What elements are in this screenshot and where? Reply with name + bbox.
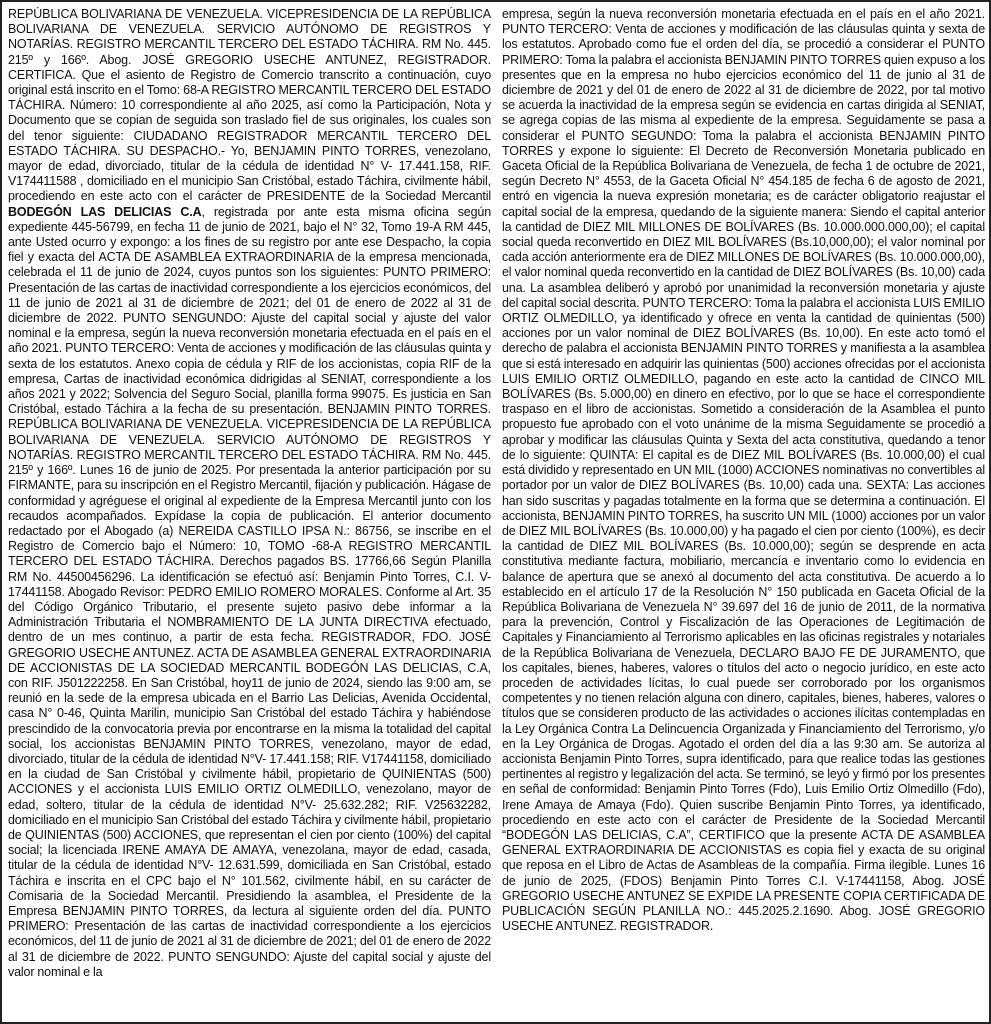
company-name-bold: BODEGÓN LAS DELICIAS C.A [8,204,202,219]
notice-columns [8,7,985,1019]
left-column [8,7,491,1019]
left-column-text [8,7,491,980]
right-column-text: empresa, según la nueva reconversión monetaria efectuada en el país en el año 2021. PUNTO TERCERO: Venta de acciones y modificación de las cláusulas quinta y sexta de los estatutos. Aprobado como fue el orden del día, se procedió a considerar el PUNTO PRIMERO: Toma la palabra el accionista BENJAMIN PINTO TORRES quien expuso a los presentes que en la empresa no hubo ejercicios económico del 11 de junio al 31 de diciembre de 2021 y del 01 de enero de 2022 al 31 de diciembre de 2022, por tal motivo se acuerda la inactividad de la empresa según se evidencia en cartas dirigida al SENIAT, se agrega copias de las misma al expediente de la empresa. Seguidamente se pasa a considerar el PUNTO SEGUNDO: Toma la palabra el accionista BENJAMIN PINTO TORRES y expone lo siguiente: El Decreto de Reconversión Monetaria publicado en Gaceta Oficial de la República Bolivariana de Venezuela, de fecha 1 de octubre de 2021, según Decreto N° 4553, de la Gaceta Oficial N° 454.185 de fecha 6 de agosto de 2021, entró en vigencia la nueva expresión monetaria; es de carácter obligatorio reajustar el capital social de la empresa, quedando de la siguiente manera: Siendo el capital anterior la cantidad de DIEZ MIL MILLONES DE BOLÍVARES (Bs. 10.000.000.000,00); el capital social queda reconvertido en DIEZ MIL BOLÍVARES (Bs.10,000,00); el valor nominal por cada acción anteriormente era de DIEZ MILLONES DE BOLÍVARES (Bs. 10.000.000,00), el valor nominal queda reconvertido en la cantidad de DIEZ BOLÍVARES (Bs. 10,00) cada una. La asamblea deliberó y aprobó por unanimidad la reconversión monetaria y ajuste del capital social descrita. PUNTO TERCERO: Toma la palabra el accionista LUIS EMILIO ORTIZ OLMEDILLO, ya identificado y ofrece en venta la cantidad de quinientas (500) acciones por un valor nominal de DIEZ BOLÍVARES (Bs. 10,00). En este acto tomó el derecho de palabra el accionista BENJAMIN PINTO TORRES y manifiesta a la asamblea que si está interesado en adquirir las quinientas (500) acciones ofrecidas por el accionista LUIS EMILIO ORTIZ OLMEDILLO, pagando en este acto la cantidad de CINCO MIL BOLÍVARES (Bs. 5.000,00) en dinero en efectivo, por lo que se hace el correspondiente traspaso en el libro de accionistas. Sometido a consideración de la Asamblea el punto propuesto fue aprobado con el voto unánime de la misma Seguidamente se procedió a aprobar y modificar las cláusulas Quinta y Sexta del acta constitutiva, quedando a tenor de lo siguiente: QUINTA: El capital es de DIEZ MIL BOLÍVARES (Bs. 10.000,00) el cual está dividido y representado en UN MIL (1000) ACCIONES nominativas no convertibles al portador por un valor de DIEZ BOLÍVARES (Bs. 10,00) cada una. SEXTA: Las acciones han sido suscritas y pagadas totalmente en la forma que se determina a continuación. El accionista, BENJAMIN PINTO TORRES, ha suscrito UN MIL (1000) acciones por un valor de DIEZ MIL BOLÍVARES (Bs. 10.000,00) y ha pagado el cien por ciento (100%), es decir la cantidad de DIEZ MIL BOLÍVARES (Bs. 10.000,00); según se desprende en acta constitutiva mediante factura, mobiliario, mercancía e inventario como lo evidencia en balance de apertura que se anexó al documento del acta constitutiva. De acuerdo a lo establecido en el artículo 17 de la Resolución N° 150 publicada en Gaceta Oficial de la República Bolivariana de Venezuela N° 39.697 del 16 de junio de 2011, de la normativa para la prevención, Control y Fiscalización de las Operaciones de Legitimación de Capitales y Financiamiento al Terrorismo aplicables en las oficinas registrales y notariales de la República Bolivariana de Venezuela, DECLARO BAJO FE DE JURAMENTO, que los capitales, bienes, haberes, valores o títulos del acto o negocio jurídico, en este acto proceden de actividades lícitas, lo cual puede ser corroborado por los organismos competentes y no tienen relación alguna con dinero, capitales, bienes, haberes, valores o títulos que se consideren producto de las actividades o acciones ilícitas contempladas en la Ley Orgánica Contra La Delincuencia Organizada y Financiamiento del Terrorismo, y/o en la Ley Orgánica de Drogas. Agotado el orden del día a las 9:30 am. Se autoriza al accionista Benjamin Pinto Torres, supra identificado, para que realice todas las gestiones pertinentes al registro y legalización del acta. Se terminó, se leyó y firmó por los presentes en señal de conformidad: Benjamin Pinto Torres (Fdo), Luis Emilio Ortiz Olmedillo (Fdo), Irene Amaya de Amaya (Fdo). Quien suscribe Benjamin Pinto Torres, ya identificado, procediendo en este acto con el carácter de Presidente de la Sociedad Mercantil “BODEGÓN LAS DELICIAS, C.A”, CERTIFICO que la presente ACTA DE ASAMBLEA GENERAL EXTRAORDINARIA DE ACCIONISTAS es copia fiel y exacta de su original que reposa en el Libro de Actas de Asambleas de la compañía. Firma ilegible. Lunes 16 de junio de 2025, (FDOS) Benjamin Pinto Torres C.I. V-17441158, Abog. JOSÉ GREGORIO USECHE ANTUNEZ SE EXPIDE LA PRESENTE COPIA CERTIFICADA DE PUBLICACIÓN SEGÚN PLANILLA NO.: 445.2025.2.1690. Abog. JOSÉ GREGORIO USECHE ANTUNEZ. REGISTRADOR. [502,7,985,934]
right-column [502,7,985,1019]
registry-text-part-2: , registrada por ante esta misma oficina según expediente 445-56799, en fecha 11 de junio de 2021, bajo el N° 32, Tomo 19-A RM 445, ante Usted ocurro y expongo: a los fines de su registro por ante ese Despacho, la copia fiel y exacta del ACTA DE ASAMBLEA EXTRAORDINARIA de la empresa mencionada, celebrada el 11 de junio de 2024, cuyos puntos son los siguientes: PUNTO PRIMERO: Presentación de las cartas de inactividad correspondiente a los ejercicios económicos, del 11 de junio de 2021 al 31 de diciembre de 2021; del 01 de enero de 2022 al 31 de diciembre de 2022. PUNTO SENGUNDO: Ajuste del capital social y ajuste del valor nominal e la empresa, según la nueva reconversión monetaria efectuada en el país en el año 2021. PUNTO TERCERO: Venta de acciones y modificación de las cláusulas quinta y sexta de los estatutos. Anexo copia de cédula y RIF de los accionistas, copia RIF de la empresa, Cartas de inactividad económica didrigidas al SENIAT, correspondiente a los años 2021 y 2022; Solvencia del Seguro Social, planilla forma 99075. Es justicia en San Cristóbal, estado Táchira a la fecha de su presentación. BENJAMIN PINTO TORRES. REPÚBLICA BOLIVARIANA DE VENEZUELA. VICEPRESIDENCIA DE LA REPÚBLICA BOLIVARIANA DE VENEZUELA. SERVICIO AUTÓNOMO DE REGISTROS Y NOTARÍAS. REGISTRO MERCANTIL TERCERO DEL ESTADO TÁCHIRA. RM No. 445. 215º y 166º. Lunes 16 de junio de 2025. Por presentada la anterior participación por su FIRMANTE, para su inscripción en el Registro Mercantil, fijación y publicación. Hágase de conformidad y agréguese el original al expediente de la Empresa Mercantil junto con los recaudos acompañados. Expídase la copia de publicación. El anterior documento redactado por el Abogado (a) NEREIDA CASTILLO IPSA N.: 86756, se inscribe en el Registro de Comercio bajo el Número: 10, TOMO -68-A REGISTRO MERCANTIL TERCERO DEL ESTADO TÁCHIRA. Derechos pagados BS. 17766,66 Según Planilla RM No. 44500456296. La identificación se efectuó así: Benjamin Pinto Torres, C.I. V-17441158. Abogado Revisor: PEDRO EMILIO ROMERO MORALES. Conforme al Art. 35 del Código Orgánico Tributario, el presente sujeto pasivo debe informar a la Administración Tributaria el NOMBRAMIENTO DE LA JUNTA DIRECTIVA efectuado, dentro de un mes continuo, a partir de esta fecha. REGISTRADOR, FDO. JOSÉ GREGORIO USECHE ANTUNEZ. ACTA DE ASAMBLEA GENERAL EXTRAORDINARIA DE ACCIONISTAS DE LA SOCIEDAD MERCANTIL BODEGÓN LAS DELICIAS, C.A, con RIF. J501222258. En San Cristóbal, hoy11 de junio de 2024, siendo las 9:00 am, se reunió en la sede de la empresa ubicada en el Barrio Las Delicias, Avenida Occidental, casa N° 0-46, Quinta Marilin, municipio San Cristóbal del estado Táchira y habiéndose prescindido de la convocatoria previa por encontrarse en la misma la totalidad del capital social, los accionistas BENJAMIN PINTO TORRES, venezolano, mayor de edad, divorciado, titular de la cédula de identidad N°V- 17.441.158; RIF. V17441158, domiciliado en la ciudad de San Cristóbal y civilmente hábil, propietario de QUINIENTAS (500) ACCIONES y el accionista LUIS EMILIO ORTIZ OLMEDILLO, venezolano, mayor de edad, soltero, titular de la cédula de identidad N°V- 25.632.282; RIF. V25632282, domiciliado en el municipio San Cristóbal del estado Táchira y civilmente hábil, propietario de QUINIENTAS (500) ACCIONES, que representan el cien por ciento (100%) del capital social; la licenciada IRENE AMAYA DE AMAYA, venezolana, mayor de edad, casada, titular de la cédula de identidad N°V- 12.631.599, domiciliada en San Cristóbal, estado Táchira e inscrita en el CPC bajo el N° 101.562, civilmente hábil, en su carácter de Comisaria de la Sociedad Mercantil. Presidiendo la asamblea, el Presidente de la Empresa BENJAMIN PINTO TORRES, da lectura al siguiente orden del día. PUNTO PRIMERO: Presentación de las cartas de inactividad correspondiente a los ejercicios económicos, del 11 de junio de 2021 al 31 de diciembre de 2021; del 01 de enero de 2022 al 31 de diciembre de 2022. PUNTO SENGUNDO: Ajuste del capital social y ajuste del valor nominal e la [8,204,491,979]
registry-text-part-1: REPÚBLICA BOLIVARIANA DE VENEZUELA. VICEPRESIDENCIA DE LA REPÚBLICA BOLIVARIANA DE VENEZUELA. SERVICIO AUTÓNOMO DE REGISTROS Y NOTARÍAS. REGISTRO MERCANTIL TERCERO DEL ESTADO TÁCHIRA. RM No. 445. 215º y 166º. Abog. JOSÉ GREGORIO USECHE ANTUNEZ, REGISTRADOR. CERTIFICA. Que el asiento de Registro de Comercio transcrito a continuación, cuyo original está inscrito en el Tomo: 68-A REGISTRO MERCANTIL TERCERO DEL ESTADO TÁCHIRA. Número: 10 correspondiente al año 2025, así como la Participación, Nota y Documento que se copian de seguida son traslado fiel de sus originales, los cuales son del tenor siguiente: CIUDADANO REGISTRADOR MERCANTIL TERCERO DEL ESTADO TÁCHIRA. SU DESPACHO.- Yo, BENJAMIN PINTO TORRES, venezolano, mayor de edad, divorciado, titular de la cédula de identidad N° V- 17.441.158, RIF. V174411588 , domiciliado en el municipio San Cristóbal, estado Táchira, civilmente hábil, procediendo en este acto con el carácter de PRESIDENTE de la Sociedad Mercantil [8,7,491,204]
